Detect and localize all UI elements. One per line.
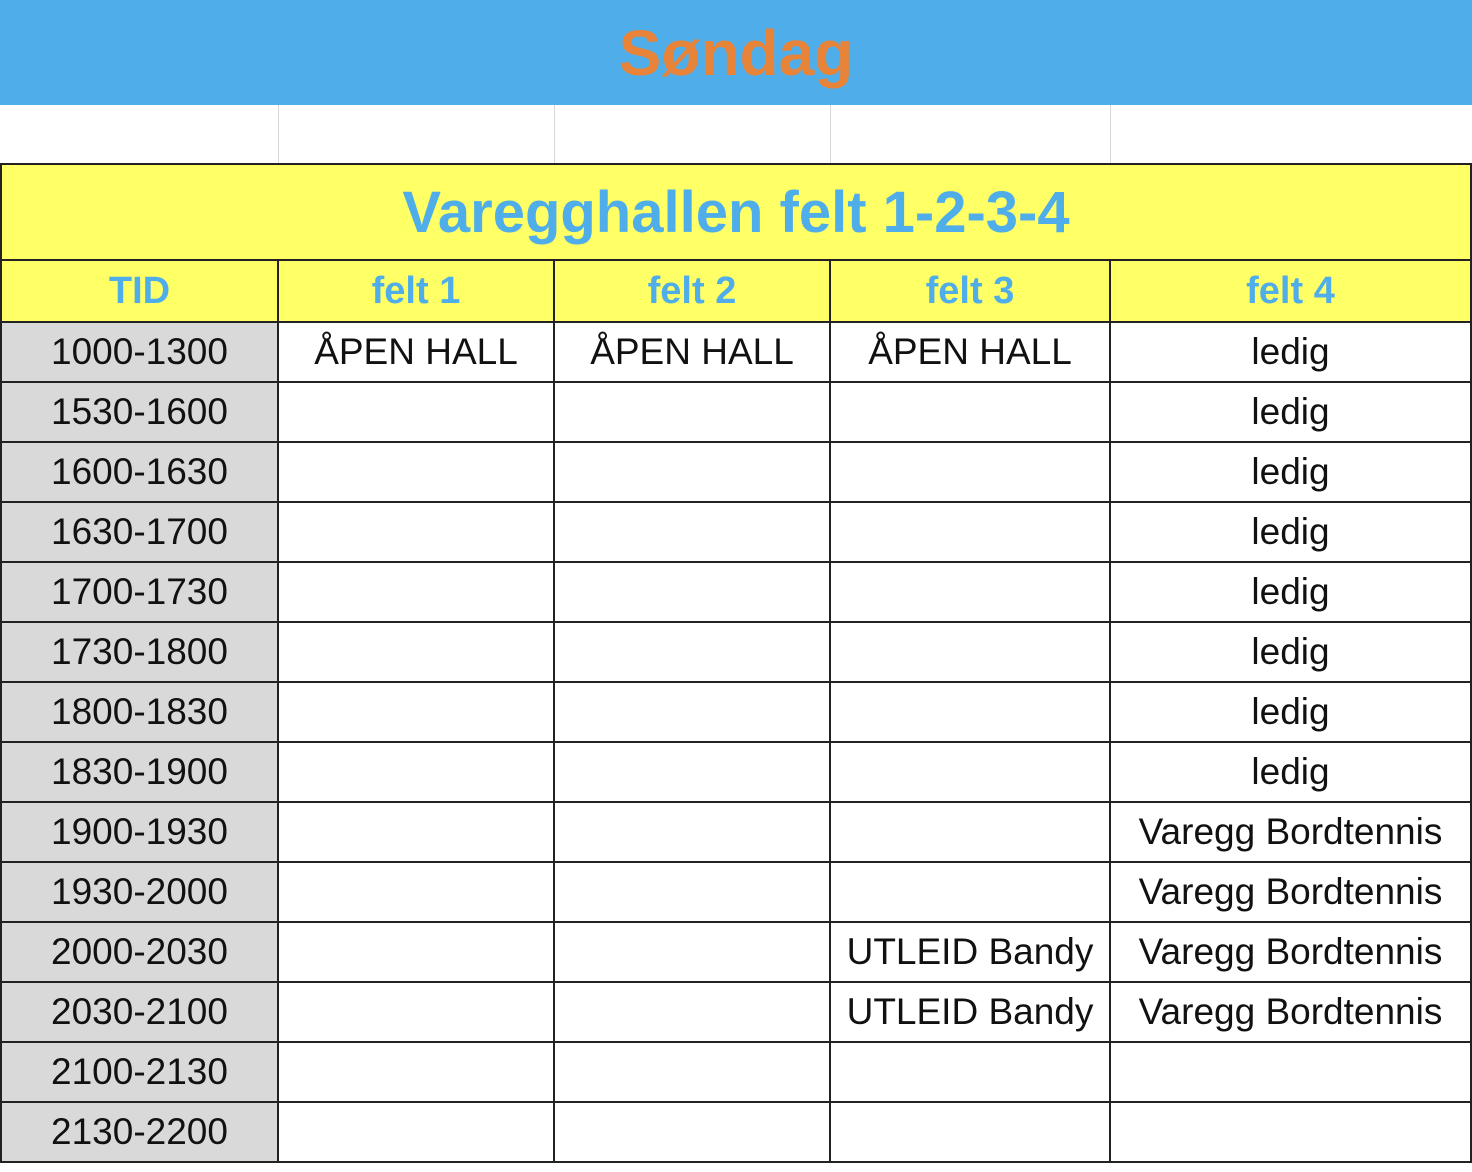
booking-cell-felt3[interactable] — [830, 442, 1110, 502]
booking-cell-felt1[interactable] — [278, 922, 554, 982]
booking-cell-felt4[interactable]: ledig — [1110, 742, 1471, 802]
table-row — [1, 682, 1471, 742]
table-row — [1, 622, 1471, 682]
empty-spacer-row — [1, 105, 1471, 164]
booking-cell-felt1[interactable] — [278, 1102, 554, 1162]
booking-cell-felt4[interactable]: ledig — [1110, 562, 1471, 622]
time-cell[interactable]: 2100-2130 — [1, 1042, 278, 1102]
table-row — [1, 922, 1471, 982]
schedule-grid — [0, 105, 1472, 1163]
booking-cell-felt3[interactable] — [830, 742, 1110, 802]
spacer-cell[interactable] — [554, 105, 830, 164]
booking-cell-felt4[interactable]: Varegg Bordtennis — [1110, 862, 1471, 922]
booking-cell-felt2[interactable] — [554, 682, 830, 742]
time-cell[interactable]: 2130-2200 — [1, 1102, 278, 1162]
booking-cell-felt1[interactable] — [278, 382, 554, 442]
booking-cell-felt4[interactable]: ledig — [1110, 622, 1471, 682]
booking-cell-felt4[interactable]: Varegg Bordtennis — [1110, 982, 1471, 1042]
time-cell[interactable]: 1900-1930 — [1, 802, 278, 862]
booking-cell-felt3[interactable] — [830, 1102, 1110, 1162]
booking-cell-felt3[interactable] — [830, 862, 1110, 922]
venue-row — [1, 164, 1471, 260]
booking-cell-felt4[interactable]: Varegg Bordtennis — [1110, 802, 1471, 862]
booking-cell-felt2[interactable] — [554, 982, 830, 1042]
booking-cell-felt3[interactable] — [830, 502, 1110, 562]
time-cell[interactable]: 1700-1730 — [1, 562, 278, 622]
column-header-felt2[interactable]: felt 2 — [554, 260, 830, 322]
booking-cell-felt4[interactable]: ledig — [1110, 442, 1471, 502]
time-cell[interactable]: 2000-2030 — [1, 922, 278, 982]
table-row — [1, 502, 1471, 562]
column-header-row — [1, 260, 1471, 322]
spacer-cell[interactable] — [1, 105, 278, 164]
booking-cell-felt3[interactable] — [830, 802, 1110, 862]
booking-cell-felt2[interactable] — [554, 562, 830, 622]
table-row — [1, 1102, 1471, 1162]
booking-cell-felt3[interactable]: UTLEID Bandy — [830, 982, 1110, 1042]
day-title: Søndag — [0, 0, 1472, 105]
time-cell[interactable]: 1930-2000 — [1, 862, 278, 922]
booking-cell-felt2[interactable] — [554, 922, 830, 982]
table-row — [1, 442, 1471, 502]
booking-cell-felt3[interactable] — [830, 382, 1110, 442]
table-row — [1, 1042, 1471, 1102]
table-row — [1, 322, 1471, 382]
table-row — [1, 982, 1471, 1042]
booking-cell-felt1[interactable] — [278, 742, 554, 802]
column-header-tid[interactable]: TID — [1, 260, 278, 322]
booking-cell-felt2[interactable] — [554, 802, 830, 862]
spacer-cell[interactable] — [278, 105, 554, 164]
booking-cell-felt1[interactable] — [278, 802, 554, 862]
table-row — [1, 382, 1471, 442]
booking-cell-felt1[interactable] — [278, 862, 554, 922]
booking-cell-felt3[interactable] — [830, 622, 1110, 682]
booking-cell-felt1[interactable] — [278, 622, 554, 682]
booking-cell-felt1[interactable]: ÅPEN HALL — [278, 322, 554, 382]
table-row — [1, 562, 1471, 622]
booking-cell-felt3[interactable]: ÅPEN HALL — [830, 322, 1110, 382]
time-cell[interactable]: 1530-1600 — [1, 382, 278, 442]
spacer-cell[interactable] — [1110, 105, 1471, 164]
column-header-felt4[interactable]: felt 4 — [1110, 260, 1471, 322]
time-cell[interactable]: 1630-1700 — [1, 502, 278, 562]
booking-cell-felt3[interactable]: UTLEID Bandy — [830, 922, 1110, 982]
column-header-felt1[interactable]: felt 1 — [278, 260, 554, 322]
booking-cell-felt4[interactable] — [1110, 1102, 1471, 1162]
spacer-cell[interactable] — [830, 105, 1110, 164]
table-row — [1, 802, 1471, 862]
booking-cell-felt2[interactable] — [554, 862, 830, 922]
booking-cell-felt2[interactable] — [554, 742, 830, 802]
booking-cell-felt4[interactable]: ledig — [1110, 502, 1471, 562]
booking-cell-felt4[interactable]: Varegg Bordtennis — [1110, 922, 1471, 982]
booking-cell-felt4[interactable]: ledig — [1110, 682, 1471, 742]
booking-cell-felt2[interactable] — [554, 382, 830, 442]
time-cell[interactable]: 1600-1630 — [1, 442, 278, 502]
time-cell[interactable]: 1730-1800 — [1, 622, 278, 682]
booking-cell-felt1[interactable] — [278, 502, 554, 562]
booking-cell-felt2[interactable] — [554, 1042, 830, 1102]
venue-title[interactable]: Varegghallen felt 1-2-3-4 — [1, 164, 1471, 260]
time-cell[interactable]: 1830-1900 — [1, 742, 278, 802]
booking-cell-felt1[interactable] — [278, 982, 554, 1042]
time-cell[interactable]: 1000-1300 — [1, 322, 278, 382]
booking-cell-felt4[interactable]: ledig — [1110, 382, 1471, 442]
schedule-table — [0, 105, 1472, 1163]
table-row — [1, 742, 1471, 802]
booking-cell-felt3[interactable] — [830, 1042, 1110, 1102]
booking-cell-felt3[interactable] — [830, 562, 1110, 622]
time-cell[interactable]: 1800-1830 — [1, 682, 278, 742]
booking-cell-felt4[interactable]: ledig — [1110, 322, 1471, 382]
booking-cell-felt3[interactable] — [830, 682, 1110, 742]
booking-cell-felt1[interactable] — [278, 1042, 554, 1102]
booking-cell-felt2[interactable] — [554, 622, 830, 682]
booking-cell-felt1[interactable] — [278, 562, 554, 622]
booking-cell-felt1[interactable] — [278, 442, 554, 502]
booking-cell-felt2[interactable] — [554, 502, 830, 562]
booking-cell-felt1[interactable] — [278, 682, 554, 742]
booking-cell-felt4[interactable] — [1110, 1042, 1471, 1102]
time-cell[interactable]: 2030-2100 — [1, 982, 278, 1042]
column-header-felt3[interactable]: felt 3 — [830, 260, 1110, 322]
booking-cell-felt2[interactable] — [554, 1102, 830, 1162]
booking-cell-felt2[interactable] — [554, 442, 830, 502]
booking-cell-felt2[interactable]: ÅPEN HALL — [554, 322, 830, 382]
table-row — [1, 862, 1471, 922]
